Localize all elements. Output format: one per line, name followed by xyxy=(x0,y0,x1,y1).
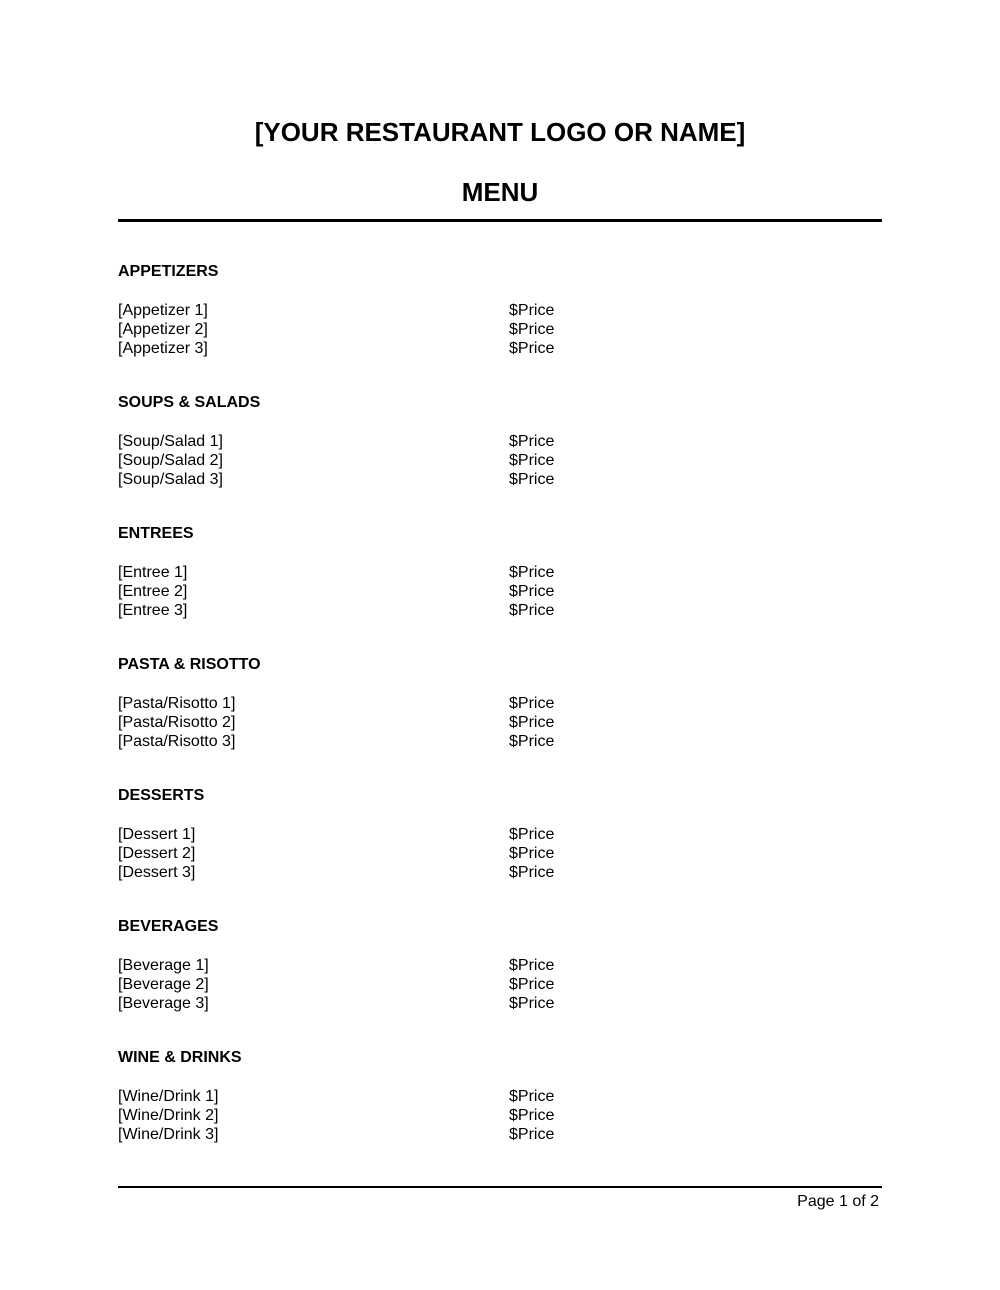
menu-item xyxy=(118,1087,882,1106)
item-price: $Price xyxy=(509,1107,555,1124)
item-price: $Price xyxy=(509,995,555,1012)
section-heading: SOUPS & SALADS xyxy=(118,394,261,411)
menu-item xyxy=(118,732,882,751)
item-name: [Entree 2] xyxy=(118,583,188,600)
menu-section xyxy=(118,787,882,882)
menu-item xyxy=(118,956,882,975)
item-price: $Price xyxy=(509,733,555,750)
menu-sections xyxy=(118,263,882,1180)
item-name: [Wine/Drink 1] xyxy=(118,1088,219,1105)
item-name: [Soup/Salad 2] xyxy=(118,452,223,469)
section-heading: BEVERAGES xyxy=(118,918,219,935)
menu-item xyxy=(118,320,882,339)
section-heading: PASTA & RISOTTO xyxy=(118,656,261,673)
item-name: [Beverage 1] xyxy=(118,957,209,974)
item-price: $Price xyxy=(509,452,555,469)
menu-item xyxy=(118,1106,882,1125)
item-name: [Pasta/Risotto 1] xyxy=(118,695,236,712)
menu-item xyxy=(118,825,882,844)
item-price: $Price xyxy=(509,1088,555,1105)
item-price: $Price xyxy=(509,845,555,862)
item-price: $Price xyxy=(509,433,555,450)
menu-item xyxy=(118,582,882,601)
menu-item xyxy=(118,451,882,470)
item-name: [Appetizer 2] xyxy=(118,321,208,338)
menu-item xyxy=(118,994,882,1013)
menu-section xyxy=(118,918,882,1013)
item-price: $Price xyxy=(509,564,555,581)
menu-item xyxy=(118,339,882,358)
item-price: $Price xyxy=(509,976,555,993)
menu-item xyxy=(118,975,882,994)
item-name: [Beverage 3] xyxy=(118,995,209,1012)
item-price: $Price xyxy=(509,602,555,619)
menu-section xyxy=(118,656,882,751)
section-heading: WINE & DRINKS xyxy=(118,1049,242,1066)
item-name: [Beverage 2] xyxy=(118,976,209,993)
item-name: [Dessert 3] xyxy=(118,864,196,881)
header-divider xyxy=(118,219,882,222)
item-name: [Appetizer 3] xyxy=(118,340,208,357)
item-name: [Dessert 1] xyxy=(118,826,196,843)
item-price: $Price xyxy=(509,302,555,319)
menu-section xyxy=(118,394,882,489)
item-name: [Entree 3] xyxy=(118,602,188,619)
item-price: $Price xyxy=(509,321,555,338)
menu-item xyxy=(118,863,882,882)
section-heading: ENTREES xyxy=(118,525,194,542)
item-price: $Price xyxy=(509,583,555,600)
item-name: [Soup/Salad 3] xyxy=(118,471,223,488)
item-name: [Pasta/Risotto 3] xyxy=(118,733,236,750)
item-price: $Price xyxy=(509,957,555,974)
item-name: [Wine/Drink 3] xyxy=(118,1126,219,1143)
menu-item xyxy=(118,694,882,713)
item-price: $Price xyxy=(509,826,555,843)
restaurant-name: [YOUR RESTAURANT LOGO OR NAME] xyxy=(254,117,746,147)
footer-divider xyxy=(118,1186,882,1188)
item-price: $Price xyxy=(509,714,555,731)
item-name: [Entree 1] xyxy=(118,564,188,581)
section-heading: APPETIZERS xyxy=(118,263,219,280)
item-name: [Pasta/Risotto 2] xyxy=(118,714,236,731)
item-name: [Soup/Salad 1] xyxy=(118,433,223,450)
menu-item xyxy=(118,563,882,582)
menu-section xyxy=(118,1049,882,1144)
menu-item xyxy=(118,470,882,489)
item-name: [Dessert 2] xyxy=(118,845,196,862)
menu-item xyxy=(118,432,882,451)
menu-item xyxy=(118,601,882,620)
item-name: [Appetizer 1] xyxy=(118,302,208,319)
menu-section xyxy=(118,525,882,620)
item-price: $Price xyxy=(509,864,555,881)
menu-item xyxy=(118,713,882,732)
item-price: $Price xyxy=(509,471,555,488)
item-price: $Price xyxy=(509,695,555,712)
menu-title: MENU xyxy=(461,177,539,207)
menu-section xyxy=(118,263,882,358)
item-name: [Wine/Drink 2] xyxy=(118,1107,219,1124)
menu-item xyxy=(118,301,882,320)
section-heading: DESSERTS xyxy=(118,787,205,804)
menu-item xyxy=(118,844,882,863)
item-price: $Price xyxy=(509,340,555,357)
page-number: Page 1 of 2 xyxy=(797,1193,879,1210)
menu-item xyxy=(118,1125,882,1144)
item-price: $Price xyxy=(509,1126,555,1143)
